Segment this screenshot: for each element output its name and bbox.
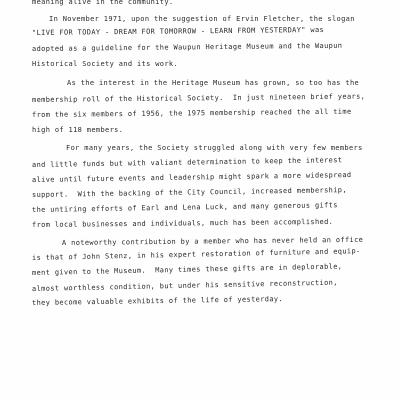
text-line: meaning alive in the community. [32, 0, 174, 6]
text-line: alive until future events and leadership might spark a more widespread [31, 170, 352, 184]
text-line: they become valuable exhibits of the life of yesterday. [31, 295, 284, 307]
text-line: the untiring efforts of Earl and Lena Luck, and many generous gifts [31, 201, 338, 214]
text-line: from the six members of 1956, the 1975 membership reached the all time [31, 107, 352, 119]
text-line: Historical Society and its work. [32, 60, 179, 68]
text-line: For many years, the Society struggled along with very few members [66, 144, 363, 152]
text-line: support. With the backing of the City Council, increased membership, [31, 186, 347, 199]
text-line: membership roll of the Historical Society. In just nineteen brief years, [31, 92, 366, 104]
text-line: A noteworthy contribution by a member who has never held an office [61, 235, 364, 247]
text-line: "LIVE FOR TODAY - DREAM FOR TOMORROW - LEARN FROM YESTERDAY" was [31, 25, 325, 37]
text-line: In November 1971, upon the suggestion of Ervin Fletcher, the slogan [49, 15, 355, 23]
text-line: and little funds but with valiant determination to keep the interest [31, 156, 343, 169]
text-line: adopted as a guideline for the Waupun Heritage Museum and the Waupun [31, 41, 343, 53]
text-line: from local businesses and individuals, much has been accomplished. [31, 217, 334, 229]
text-line: almost worthless condition, but under his sensitive reconstruction, [31, 278, 338, 293]
text-line: ment given to the Museum. Many times these gifts are in deplorable, [31, 262, 343, 277]
text-line: high of 118 members. [32, 126, 124, 134]
text-line: is that of John Stenz, in his expert restoration of furniture and equip- [31, 247, 361, 262]
text-line: As the interest in the Heritage Museum has grown, so too has the [67, 79, 360, 87]
